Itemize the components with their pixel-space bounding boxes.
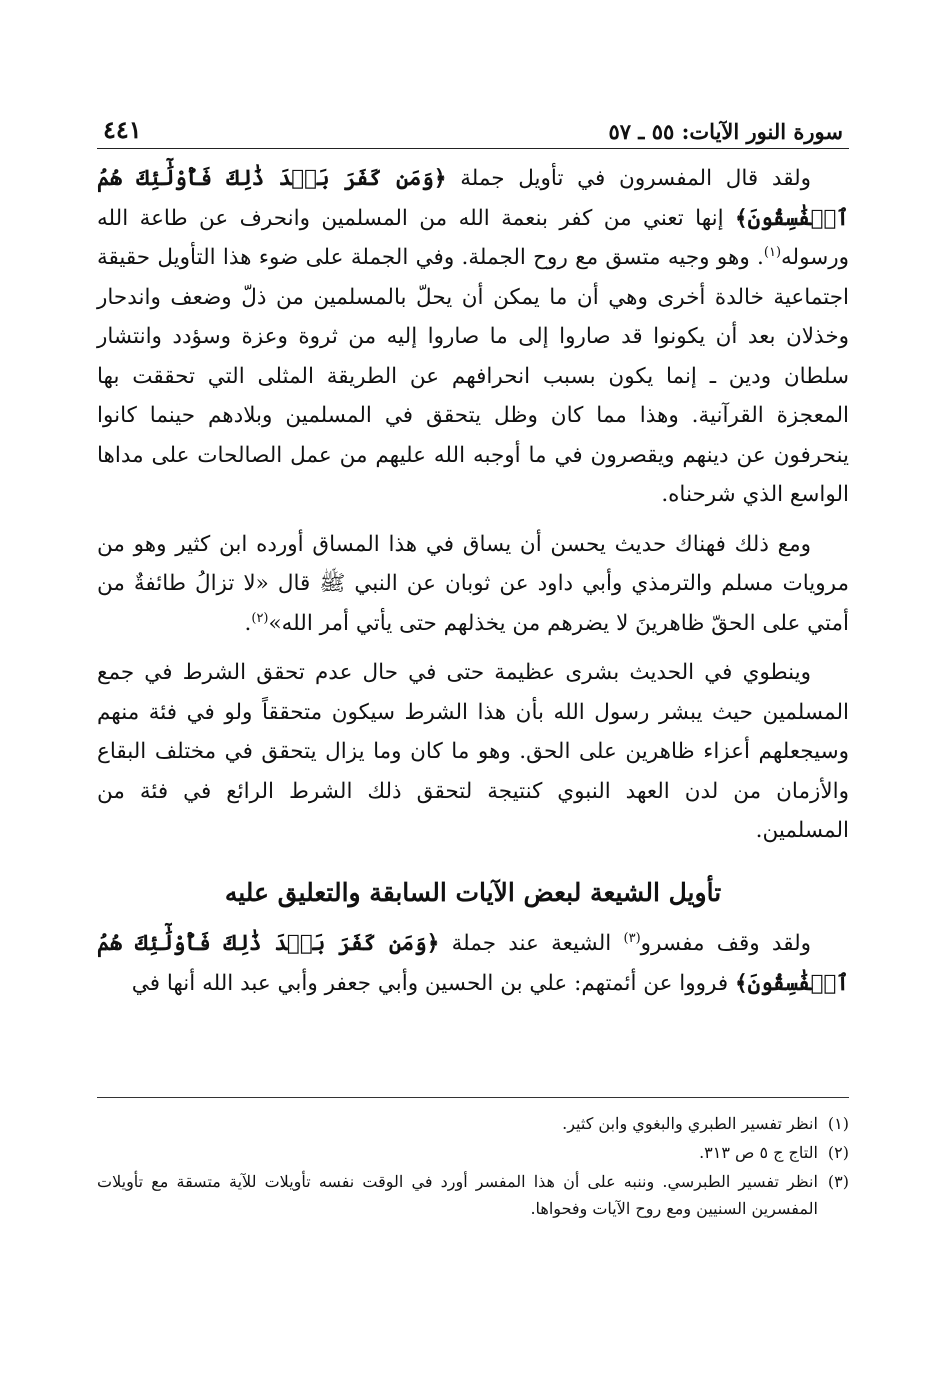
paragraph-text: إنها تعني من كفر بنعمة الله من المسلمين وانحرف عن طاعة الله ورسوله [97,205,849,270]
running-header [97,100,849,149]
quran-verse: ﴿وَمَن كَفَرَ بَعۡدَ ذَٰلِكَ فَأُوْلَٰٓئِكَ هُمُ ٱلۡفَٰسِقُونَ﴾ [97,166,849,231]
paragraph-list [97,159,849,851]
section-heading: تأويل الشيعة لبعض الآيات السابقة والتعليق عليه [224,877,722,907]
footnote-reference: (١) [763,244,782,260]
paragraph-text: . [244,610,252,636]
main-text [97,159,849,1003]
footnote-text: انظر تفسير الطبرسي. وننبه على أن هذا المفسر أورد في الوقت نفسه تأويلات للآية متسقة مع تأويلات المفسرين السنيين ومع روح الآيات وفحواها. [97,1172,818,1218]
chapter-title: سورة النور الآيات: ٥٥ ـ ٥٧ [608,119,843,144]
paragraph-text: فرووا عن أئمتهم: علي بن الحسين وأبي جعفر وأبي عبد الله أنها في [131,970,735,996]
footnote-text: انظر تفسير الطبري والبغوي وابن كثير. [562,1114,818,1133]
footnotes [97,1110,849,1224]
footnote-number: (٢) [827,1143,849,1162]
book-page [97,100,849,1013]
paragraph [97,525,849,644]
paragraph [97,653,849,851]
paragraph [97,159,849,515]
footnote-number: (٣) [827,1172,849,1191]
quran-verse: ﴿وَمَن كَفَرَ بَعۡدَ ذَٰلِكَ فَأُوْلَٰٓئِكَ هُمُ ٱلۡفَٰسِقُونَ﴾ [97,931,849,996]
page-number: ٤٤١ [103,115,142,144]
paragraph-text: ولقد وقف مفسرو [640,931,812,956]
footnote-reference: (٢) [251,610,269,626]
closing-paragraph [97,924,849,1003]
footnote-reference: (٣) [623,930,641,946]
footnote-divider [97,1097,849,1098]
closing-paragraph-container [97,924,849,1003]
paragraph-text: . وهو وجيه متسق مع روح الجملة. وفي الجملة على ضوء هذا التأويل حقيقة اجتماعية خالدة أخرى وهي أن ما يمكن أن يحلّ بالمسلمين من ذلّ وضعف واندحار وخذلان بعد أن يكونوا قد صاروا إلى ما صاروا إليه من ثروة وعزة وسؤدد وانتشار سلطان ودين ـ إنما يكون بسبب انحرافهم عن الطريقة المثلى التي تحققت بها المعجزة القرآنية. وهذا مما كان وظل يتحقق في المسلمين وبلادهم حينما كانوا ينحرفون عن دينهم ويقصرون في ما أوجبه الله عليهم من عمل الصالحات على مداها الواسع الذي شرحناه. [97,245,849,507]
paragraph-text: ومع ذلك فهناك حديث يحسن أن يساق في هذا المساق أورده ابن كثير وهو من مرويات مسلم والترمذي وأبي داود عن ثوبان عن النبي ﷺ قال «لا تزالُ طائفةٌ من أمتي على الحقّ ظاهرينَ لا يضرهم من يخذلهم حتى يأتي أمر الله» [97,531,849,636]
footnote-number: (١) [827,1114,849,1133]
paragraph-text: وينطوي في الحديث بشرى عظيمة حتى في حال عدم تحقق الشرط في جمع المسلمين حيث يبشر رسول الله بأن هذا الشرط سيكون متحققاً ولو في فئة منهم وسيجعلهم أعزاء ظاهرين على الحق. وهو ما كان وما يزال يتحقق في مختلف البقاع والأزمان من لدن العهد النبوي كنتيجة لتحقق ذلك الشرط الرائع في فئة من المسلمين. [97,660,849,843]
footnote-text: التاج ج ٥ ص ٣١٣. [699,1143,818,1162]
paragraph-text: الشيعة عند جملة [439,931,624,956]
paragraph-text: ولقد قال المفسرون في تأويل جملة [446,166,812,191]
footnote [97,1168,849,1222]
footnote [97,1139,849,1166]
footnote [97,1110,849,1137]
